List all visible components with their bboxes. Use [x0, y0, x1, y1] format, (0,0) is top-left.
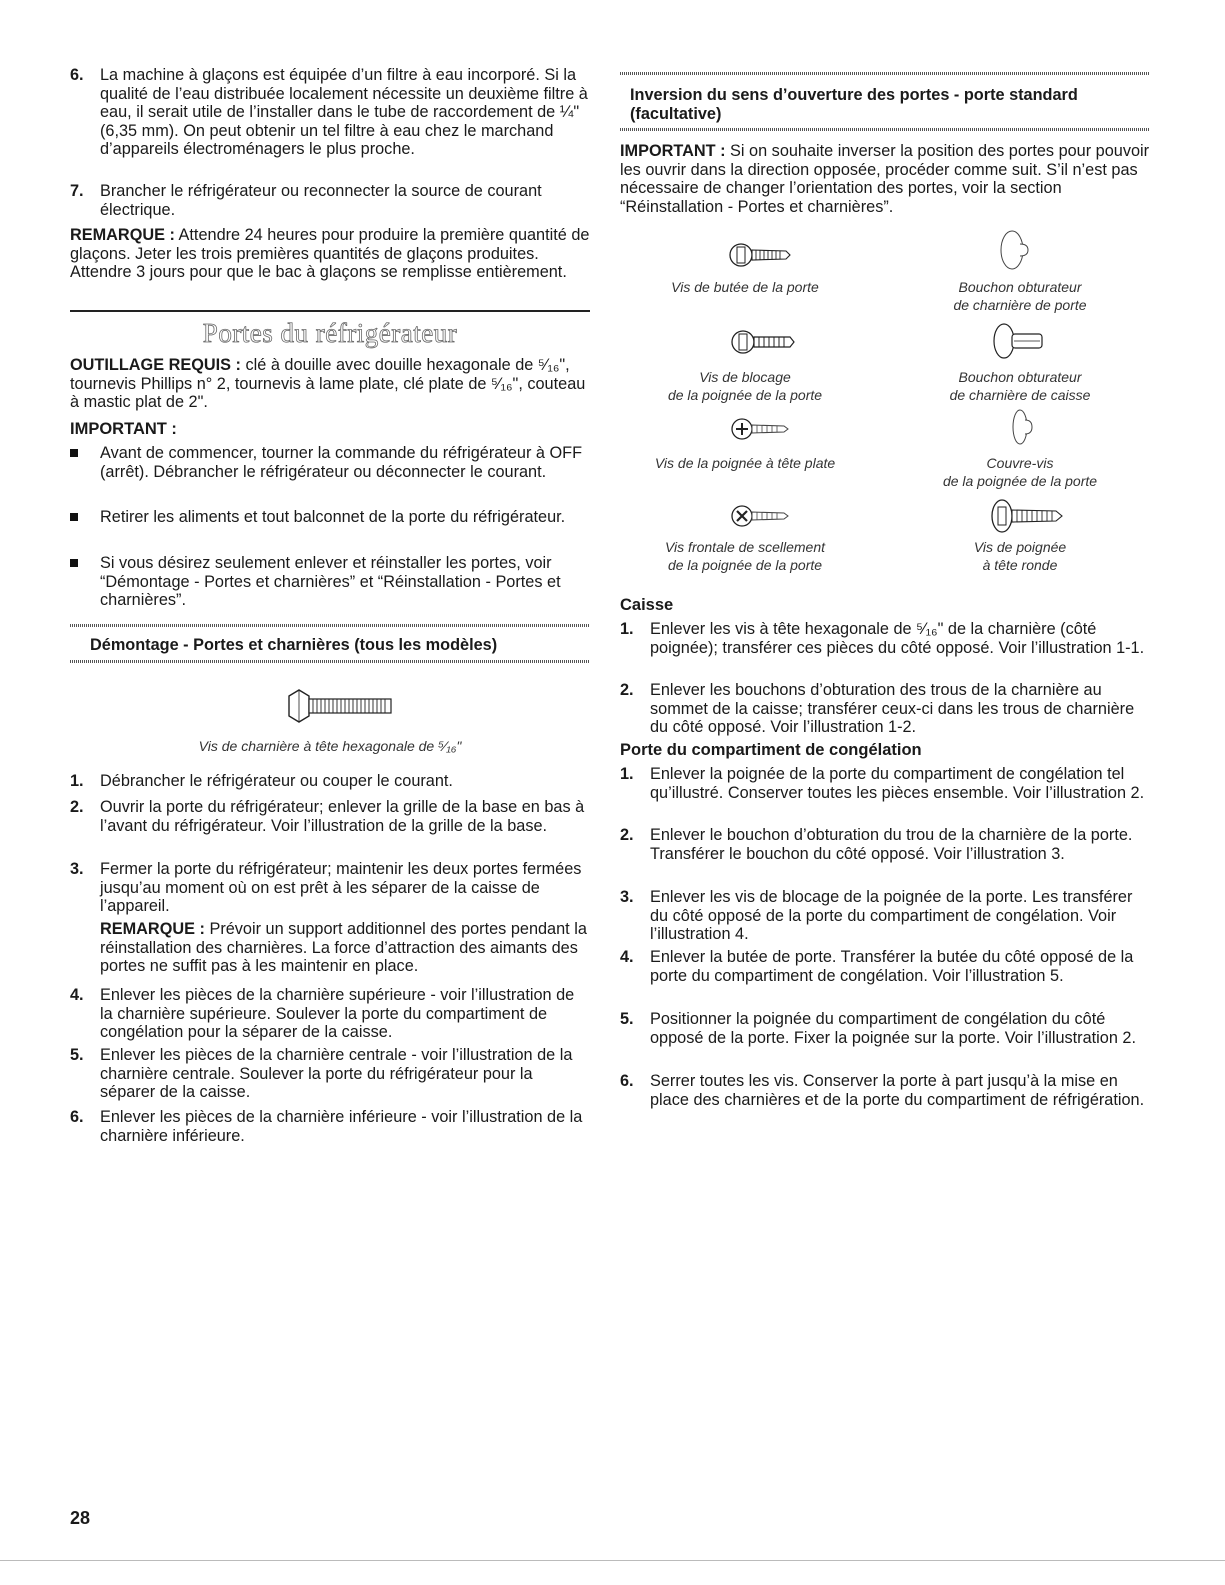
bullet-text: Si vous désirez seulement enlever et réinstaller les portes, voir “Démontage - Portes et charnières” et “Réinstallation - Portes et charnières”.: [100, 554, 561, 609]
heading-border-top: [70, 624, 590, 627]
item-number: 6.: [70, 66, 84, 84]
remarque-paragraph: [70, 226, 590, 282]
step-number: 4.: [620, 948, 634, 966]
step-item: [620, 1072, 1150, 1109]
step-number: 5.: [620, 1010, 634, 1028]
step-text: Enlever la poignée de la porte du compartiment de congélation tel qu’illustré. Conserver toutes les pièces ensemble. Voir l’illustration 2.: [650, 765, 1145, 802]
step-number: 6.: [620, 1072, 634, 1090]
section-divider: [70, 310, 590, 312]
caption-line: de la poignée de la porte: [667, 387, 823, 403]
door-hinge-plug-caption: [900, 278, 1140, 314]
caption-line: Bouchon obturateur: [958, 279, 1082, 295]
list-item: [70, 182, 590, 219]
important-heading: IMPORTANT :: [70, 420, 177, 438]
step-text: Serrer toutes les vis. Conserver la porte à part jusqu’à la mise en place des charnières et de la porte du compartiment de réfrigération.: [650, 1072, 1145, 1109]
step-item: [70, 1108, 590, 1145]
front-seal-screw-icon: [730, 500, 790, 532]
bullet-item: [70, 554, 590, 610]
step-number: 6.: [70, 1108, 84, 1126]
step-item: [620, 765, 1150, 802]
flat-head-screw-caption: Vis de la poignée à tête plate: [654, 455, 836, 471]
hinge-screw-caption: Vis de charnière à tête hexagonale de ⁵⁄₁₆": [198, 738, 462, 754]
heading-border-bottom: [620, 128, 1150, 131]
item-text: Brancher le réfrigérateur ou reconnecter la source de courant électrique.: [100, 182, 542, 219]
step-text: Fermer la porte du réfrigérateur; maintenir les deux portes fermées jusqu’au moment où on est prêt à les séparer de la caisse de l’appareil.: [100, 860, 582, 915]
congelation-heading: Porte du compartiment de congélation: [620, 741, 922, 759]
caption-line: de charnière de porte: [953, 297, 1087, 313]
door-hinge-plug-icon: [998, 228, 1034, 272]
step-item: [70, 798, 590, 835]
outillage-label: OUTILLAGE REQUIS :: [70, 356, 241, 374]
bullet-icon: [70, 513, 78, 521]
step-number: 2.: [70, 798, 84, 816]
step-item: [620, 620, 1150, 657]
step-item: [620, 948, 1150, 985]
remarque-text: Attendre 24 heures pour produire la première quantité de glaçons. Jeter les trois premières quantités de glaçons produites. Attendre 3 jours pour que le bac à glaçons se remplisse entièrement.: [70, 226, 590, 281]
step-item: [70, 1046, 590, 1102]
step-item: [620, 826, 1150, 863]
bullet-text: Avant de commencer, tourner la commande du réfrigérateur à OFF (arrêt). Débrancher le réfrigérateur ou déconnecter le courant.: [100, 444, 583, 481]
door-stop-screw-caption: Vis de butée de la porte: [671, 279, 819, 295]
step3-remarque-text: Prévoir un support additionnel des portes pendant la réinstallation des charnières. La force d’attraction des aimants des portes ne suffit pas à les maintenir en place.: [100, 920, 587, 975]
round-head-screw-icon: [988, 498, 1064, 534]
step-item: [620, 681, 1150, 737]
step-text: Enlever les vis à tête hexagonale de ⁵⁄₁₆" de la charnière (côté poignée); transférer ces pièces du côté opposé. Voir l’illustration 1-1.: [650, 620, 1145, 657]
bullet-icon: [70, 449, 78, 457]
screw-cover-caption: [900, 454, 1140, 490]
step-text: Enlever le bouchon d’obturation du trou de la charnière de la porte. Transférer le bouchon du côté opposé. Voir l’illustration 3.: [650, 826, 1133, 863]
step3-remarque: [100, 920, 590, 976]
demontage-heading: Démontage - Portes et charnières (tous les modèles): [90, 636, 498, 654]
round-head-screw-caption: [900, 538, 1140, 574]
inversion-heading: Inversion du sens d’ouverture des portes - porte standard (facultative): [630, 86, 1078, 123]
step3-remarque-label: REMARQUE :: [100, 920, 205, 938]
step-text: Enlever les pièces de la charnière centrale - voir l’illustration de la charnière centrale. Soulever la porte du réfrigérateur pour la séparer de la caisse.: [100, 1046, 573, 1101]
bullet-icon: [70, 559, 78, 567]
caption-line: Vis de poignée: [973, 539, 1067, 555]
step-number: 1.: [620, 765, 634, 783]
step-number: 2.: [620, 681, 634, 699]
step-item: [620, 888, 1150, 944]
handle-lock-screw-icon: [730, 326, 796, 358]
caption-line: Bouchon obturateur: [958, 369, 1082, 385]
step-number: 1.: [620, 620, 634, 638]
step-text: Enlever les pièces de la charnière supérieure - voir l’illustration de la charnière supérieure. Soulever la porte du compartiment de congélation pour la séparer de la caisse.: [100, 986, 575, 1041]
heading-border-bottom: [70, 660, 590, 663]
outillage-paragraph: [70, 356, 590, 412]
page-number: 28: [70, 1508, 91, 1528]
important-label: IMPORTANT :: [620, 142, 726, 160]
step-number: 3.: [620, 888, 634, 906]
step-number: 3.: [70, 860, 84, 878]
step-text: Ouvrir la porte du réfrigérateur; enlever la grille de la base en bas à l’avant du réfrigérateur. Voir l’illustration de la grille de la base.: [100, 798, 585, 835]
step-number: 2.: [620, 826, 634, 844]
step-text: Enlever la butée de porte. Transférer la butée du côté opposé de la porte du compartiment de congélation. Voir l’illustration 5.: [650, 948, 1134, 985]
caisse-heading: Caisse: [620, 596, 674, 614]
caption-line: Vis de blocage: [699, 369, 791, 385]
item-text: La machine à glaçons est équipée d’un filtre à eau incorporé. Si la qualité de l’eau distribuée localement nécessite un deuxième filtre à eau, il serait utile de l’installer dans le tube de raccordement de ¼" (6,35 mm). On peut obtenir un tel filtre à eau chez le marchand d’appareils électroménagers le plus proche.: [100, 66, 588, 158]
front-seal-screw-caption: [620, 538, 870, 574]
step-text: Enlever les pièces de la charnière inférieure - voir l’illustration de la charnière inférieure.: [100, 1108, 583, 1145]
section-title: Portes du réfrigérateur: [202, 318, 458, 348]
step-item: [70, 860, 590, 916]
bullet-text: Retirer les aliments et tout balconnet de la porte du réfrigérateur.: [100, 508, 566, 526]
step-text: Enlever les vis de blocage de la poignée de la porte. Les transférer du côté opposé de la porte du compartiment de congélation. Voir l’illustration 4.: [650, 888, 1133, 943]
item-number: 7.: [70, 182, 84, 200]
door-stop-screw-icon: [728, 240, 792, 270]
step-number: 5.: [70, 1046, 84, 1064]
cabinet-hinge-plug-icon: [990, 322, 1046, 360]
important-text: Si on souhaite inverser la position des portes pour pouvoir les ouvrir dans la direction opposée, procéder comme suit. S’il n’est pas nécessaire de changer l’orientation des portes, voir la section “Réinstallation - Portes et charnières”.: [620, 142, 1150, 216]
step-item: [70, 772, 590, 791]
step-text: Enlever les bouchons d’obturation des trous de la charnière au sommet de la caisse; transférer ceux-ci dans les trous de charnière du côté opposé. Voir l’illustration 1-2.: [650, 681, 1135, 736]
caption-line: Vis frontale de scellement: [664, 539, 826, 555]
remarque-label: REMARQUE :: [70, 226, 175, 244]
outillage-text: clé à douille avec douille hexagonale de ⁵⁄₁₆", tournevis Phillips n° 2, tournevis à lame plate, clé plate de ⁵⁄₁₆", couteau à mastic plat de 2".: [70, 356, 586, 411]
list-item: [70, 66, 590, 159]
caption-line: de la poignée de la porte: [667, 557, 823, 573]
heading-border-top: [620, 72, 1150, 75]
important-paragraph: [620, 142, 1150, 216]
caption-line: de la poignée de la porte: [942, 473, 1098, 489]
caption-line: de charnière de caisse: [949, 387, 1091, 403]
step-number: 1.: [70, 772, 84, 790]
handle-lock-screw-caption: [620, 368, 870, 404]
step-text: Débrancher le réfrigérateur ou couper le courant.: [100, 772, 453, 790]
step-item: [620, 1010, 1150, 1047]
step-number: 4.: [70, 986, 84, 1004]
screw-cover-icon: [1010, 406, 1034, 448]
hex-hinge-screw-icon: [285, 688, 395, 724]
page-bottom-rule: [0, 1560, 1225, 1561]
step-text: Positionner la poignée du compartiment de congélation du côté opposé de la porte. Fixer la poignée sur la porte. Voir l’illustration 2.: [650, 1010, 1136, 1047]
caption-line: Couvre-vis: [986, 455, 1054, 471]
caption-line: à tête ronde: [982, 557, 1058, 573]
cabinet-hinge-plug-caption: [900, 368, 1140, 404]
bullet-item: [70, 508, 590, 527]
bullet-item: [70, 444, 590, 481]
flat-head-screw-icon: [730, 414, 790, 444]
step-item: [70, 986, 590, 1042]
